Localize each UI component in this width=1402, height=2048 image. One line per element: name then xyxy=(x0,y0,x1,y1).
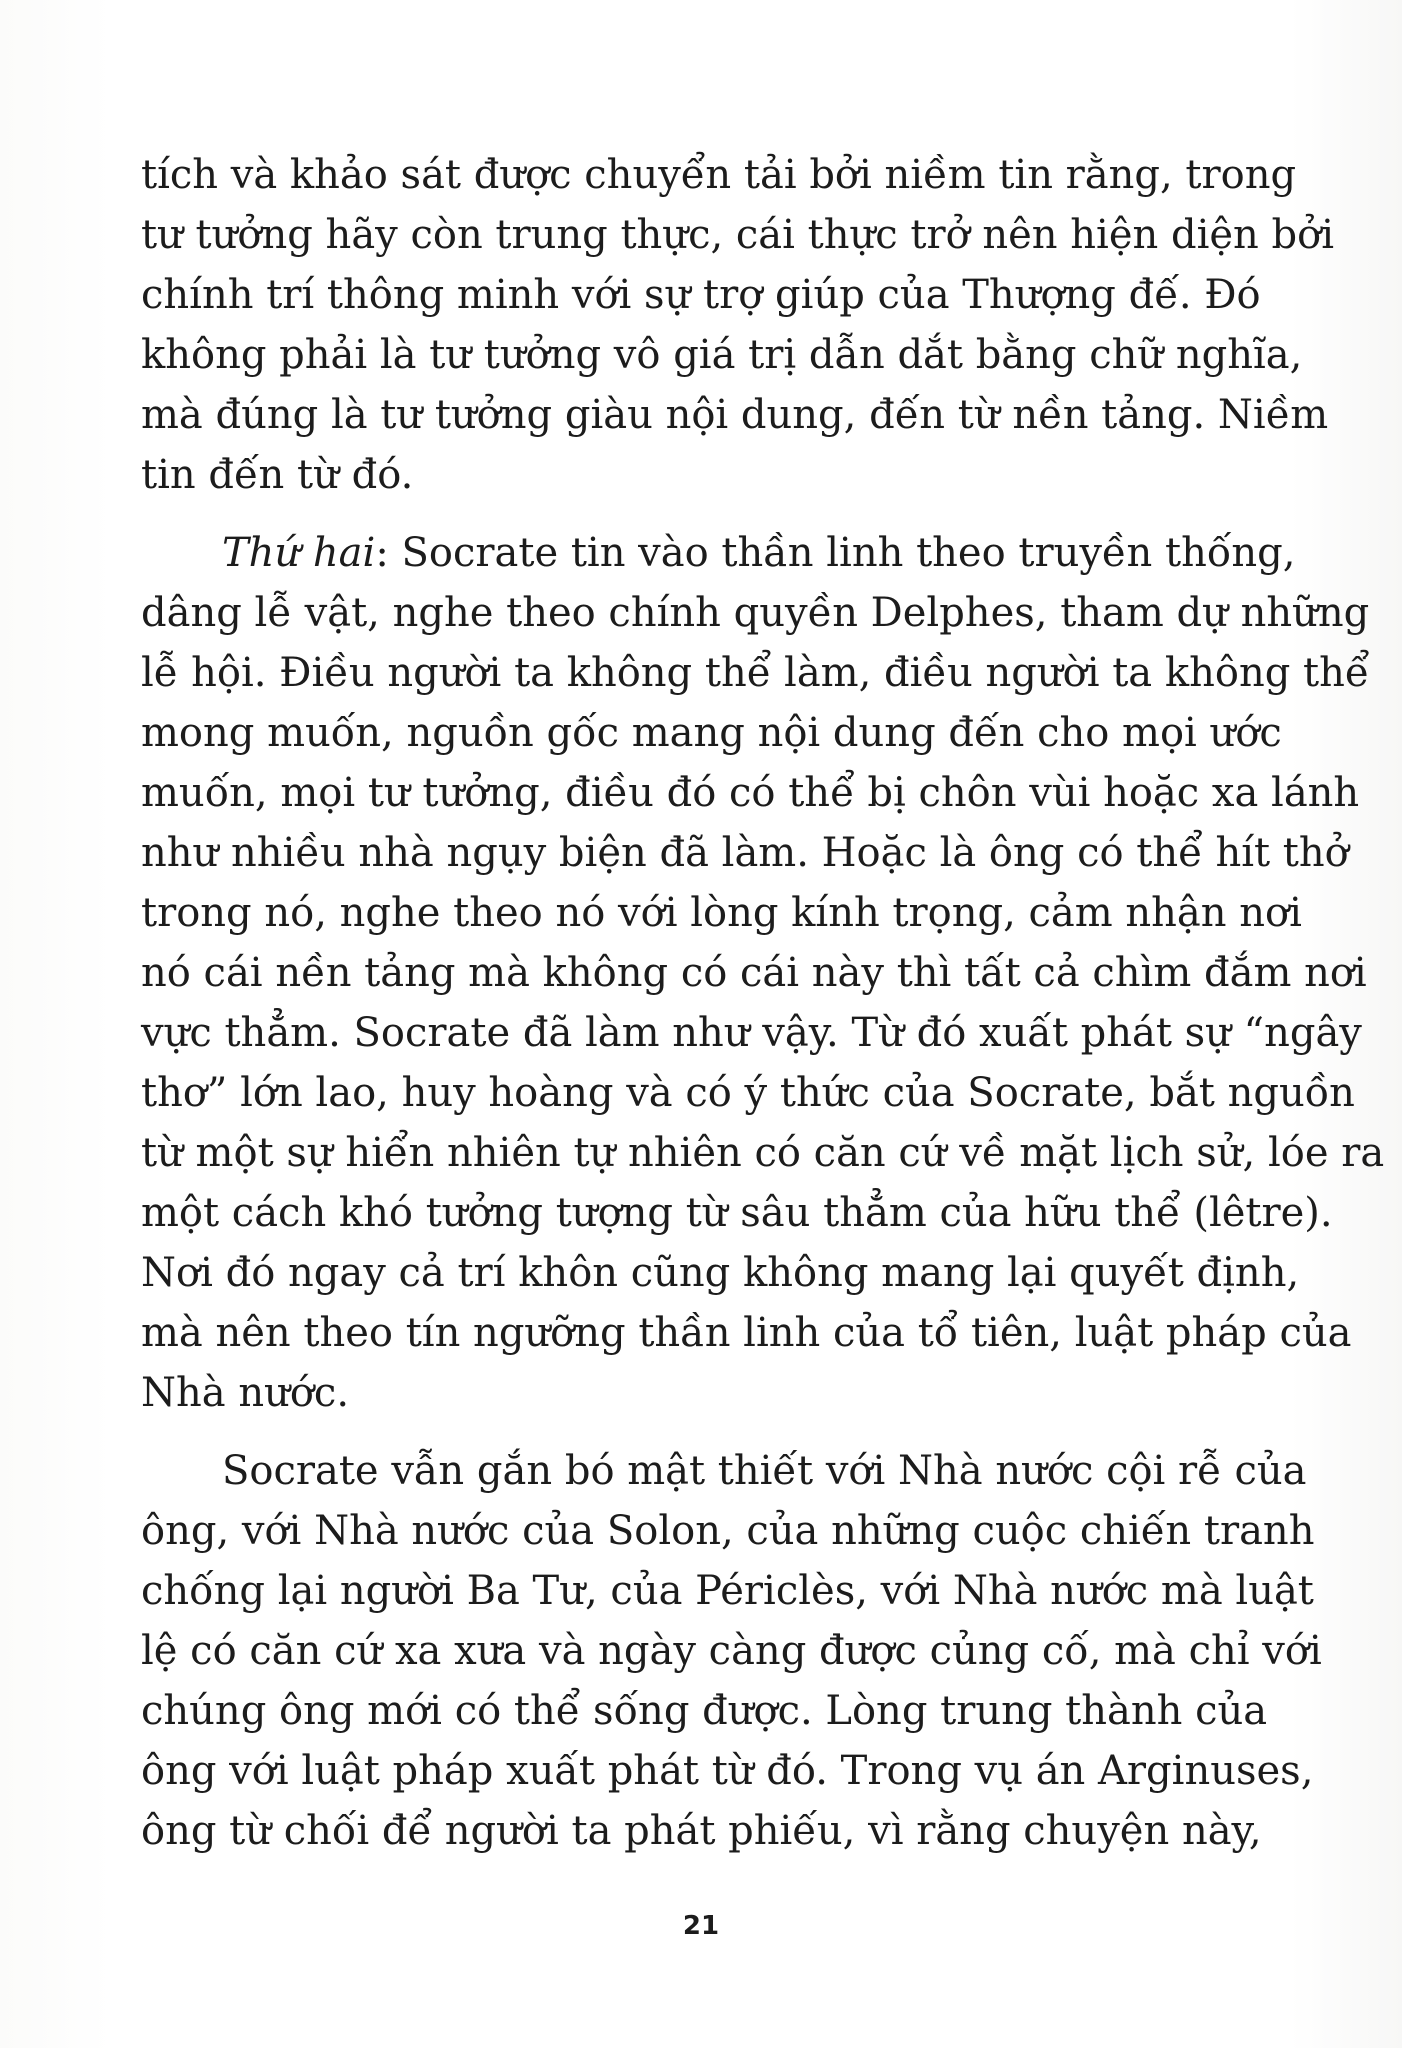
paragraph-2 xyxy=(141,523,1385,1423)
text-line: như nhiều nhà ngụy biện đã làm. Hoặc là ông có thể hít thở xyxy=(141,830,1349,876)
text-line: ông từ chối để người ta phát phiếu, vì rằng chuyện này, xyxy=(141,1808,1262,1854)
text-line: vực thẳm. Socrate đã làm như vậy. Từ đó xuất phát sự “ngây xyxy=(141,1010,1362,1056)
text-line: không phải là tư tưởng vô giá trị dẫn dắt bằng chữ nghĩa, xyxy=(141,332,1303,378)
paragraph-1 xyxy=(141,145,1335,505)
text-line: ông, với Nhà nước của Solon, của những cuộc chiến tranh xyxy=(141,1508,1315,1554)
text-line: lệ có căn cứ xa xưa và ngày càng được củng cố, mà chỉ với xyxy=(141,1628,1322,1674)
text-line: Socrate vẫn gắn bó mật thiết với Nhà nước cội rễ của xyxy=(222,1448,1307,1494)
text-line: tư tưởng hãy còn trung thực, cái thực trở nên hiện diện bởi xyxy=(141,212,1335,258)
lead-italic-phrase: Thứ hai xyxy=(222,530,376,576)
text-line: dâng lễ vật, nghe theo chính quyền Delphes, tham dự những xyxy=(141,590,1370,636)
text-line: Nhà nước. xyxy=(141,1370,350,1416)
text-line: mà nên theo tín ngưỡng thần linh của tổ tiên, luật pháp của xyxy=(141,1310,1352,1356)
text-line: chống lại người Ba Tư, của Périclès, với Nhà nước mà luật xyxy=(141,1568,1314,1614)
text-line: trong nó, nghe theo nó với lòng kính trọng, cảm nhận nơi xyxy=(141,890,1302,936)
text-line-rest: : Socrate tin vào thần linh theo truyền thống, xyxy=(375,530,1296,576)
paragraph-3 xyxy=(141,1441,1322,1861)
text-line: chúng ông mới có thể sống được. Lòng trung thành của xyxy=(141,1688,1268,1734)
body-text xyxy=(141,145,1385,1861)
text-line-with-lead xyxy=(141,523,1296,583)
text-line: một cách khó tưởng tượng từ sâu thẳm của hữu thể (lêtre). xyxy=(141,1190,1333,1236)
text-line: mà đúng là tư tưởng giàu nội dung, đến từ nền tảng. Niềm xyxy=(141,392,1329,438)
text-line: thơ” lớn lao, huy hoàng và có ý thức của Socrate, bắt nguồn xyxy=(141,1070,1355,1116)
text-line: chính trí thông minh với sự trợ giúp của Thượng đế. Đó xyxy=(141,272,1261,318)
text-line: Nơi đó ngay cả trí khôn cũng không mang lại quyết định, xyxy=(141,1250,1300,1296)
text-line: nó cái nền tảng mà không có cái này thì tất cả chìm đắm nơi xyxy=(141,950,1367,996)
page-number: 21 xyxy=(682,1911,720,1941)
text-line: từ một sự hiển nhiên tự nhiên có căn cứ về mặt lịch sử, lóe ra xyxy=(141,1130,1385,1176)
text-line: tích và khảo sát được chuyển tải bởi niềm tin rằng, trong xyxy=(141,152,1297,198)
text-line: mong muốn, nguồn gốc mang nội dung đến cho mọi ước xyxy=(141,710,1282,756)
text-line: tin đến từ đó. xyxy=(141,452,414,498)
text-line: ông với luật pháp xuất phát từ đó. Trong vụ án Arginuses, xyxy=(141,1748,1314,1794)
text-line: muốn, mọi tư tưởng, điều đó có thể bị chôn vùi hoặc xa lánh xyxy=(141,770,1360,816)
text-line: lễ hội. Điều người ta không thể làm, điều người ta không thể xyxy=(141,650,1370,696)
